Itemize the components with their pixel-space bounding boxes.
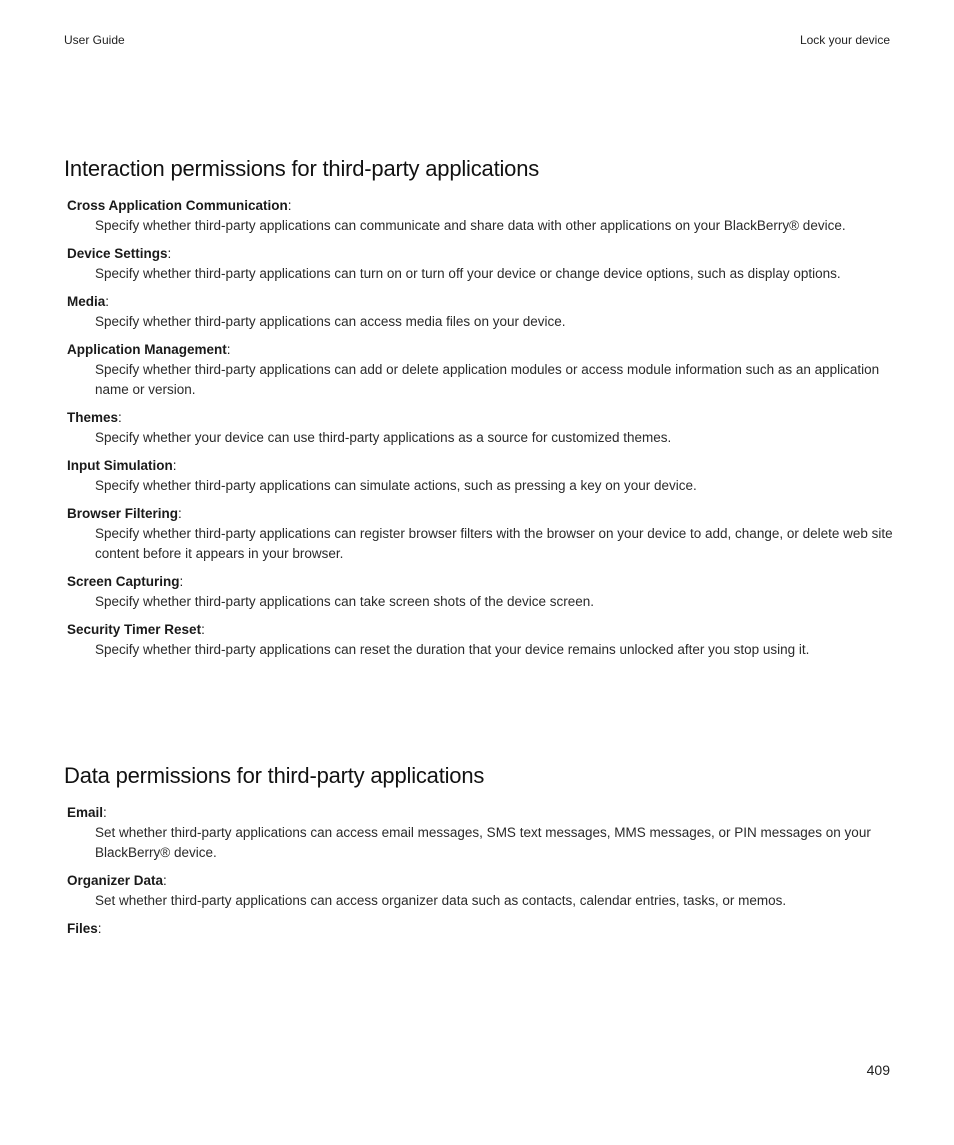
list-item: Security Timer Reset: Specify whether third-party applications can reset the duration that your device remains unlocked after you stop using it.: [67, 620, 894, 660]
list-item: Email: Set whether third-party applications can access email messages, SMS text messages, MMS messages, or PIN messages on your BlackBerry® device.: [67, 803, 894, 863]
term-description: Specify whether your device can use third-party applications as a source for customized themes.: [95, 430, 672, 445]
term-label: Files: [67, 921, 98, 936]
term-description: Specify whether third-party applications can register browser filters with the browser on your device to add, change, or delete web site content before it appears in your browser.: [95, 526, 893, 561]
term-label: Browser Filtering: [67, 506, 179, 521]
term-description: Specify whether third-party applications can take screen shots of the device screen.: [95, 594, 595, 609]
running-header: [64, 33, 890, 49]
definition-list: [64, 196, 894, 660]
section-interaction-permissions: [64, 156, 894, 668]
term-label: Screen Capturing: [67, 574, 180, 589]
term-label: Input Simulation: [67, 458, 173, 473]
list-item: Cross Application Communication: Specify whether third-party applications can communicate and share data with other applications on your BlackBerry® device.: [67, 196, 894, 236]
section-heading: Interaction permissions for third-party applications: [64, 156, 540, 181]
term-description: Specify whether third-party applications can access media files on your device.: [95, 314, 566, 329]
term-label: Email: [67, 805, 104, 820]
list-item: Application Management: Specify whether third-party applications can add or delete application modules or access module information such as an application name or version.: [67, 340, 894, 400]
term-description: Specify whether third-party applications can add or delete application modules or access module information such as an application name or version.: [95, 362, 880, 397]
term-description: Specify whether third-party applications can communicate and share data with other applications on your BlackBerry® device.: [95, 218, 846, 233]
list-item: Browser Filtering: Specify whether third-party applications can register browser filters with the browser on your device to add, change, or delete web site content before it appears in your browser.: [67, 504, 894, 564]
term-label: Media: [67, 294, 106, 309]
term-label: Application Management: [67, 342, 227, 357]
section-heading: Data permissions for third-party applications: [64, 763, 485, 788]
term-label: Themes: [67, 410, 119, 425]
section-data-permissions: [64, 763, 894, 947]
header-chapter-title: Lock your device: [799, 33, 890, 47]
header-doc-title: User Guide: [64, 33, 125, 47]
definition-list: [64, 803, 894, 939]
term-label: Cross Application Communication: [67, 198, 288, 213]
page-number: 409: [866, 1062, 890, 1078]
list-item: Organizer Data: Set whether third-party applications can access organizer data such as contacts, calendar entries, tasks, or memos.: [67, 871, 894, 911]
list-item: Input Simulation: Specify whether third-party applications can simulate actions, such as pressing a key on your device.: [67, 456, 894, 496]
list-item: Screen Capturing: Specify whether third-party applications can take screen shots of the device screen.: [67, 572, 894, 612]
term-label: Security Timer Reset: [67, 622, 202, 637]
list-item: Themes: Specify whether your device can use third-party applications as a source for customized themes.: [67, 408, 894, 448]
term-label: Organizer Data: [67, 873, 164, 888]
term-description: Specify whether third-party applications can reset the duration that your device remains unlocked after you stop using it.: [95, 642, 810, 657]
list-item: Media: Specify whether third-party applications can access media files on your device.: [67, 292, 894, 332]
term-description: Specify whether third-party applications can simulate actions, such as pressing a key on your device.: [95, 478, 697, 493]
term-description: Specify whether third-party applications can turn on or turn off your device or change device options, such as display options.: [95, 266, 841, 281]
list-item: Files:: [67, 921, 102, 936]
term-label: Device Settings: [67, 246, 168, 261]
list-item: Device Settings: Specify whether third-party applications can turn on or turn off your device or change device options, such as display options.: [67, 244, 894, 284]
term-description: Set whether third-party applications can access email messages, SMS text messages, MMS messages, or PIN messages on your BlackBerry® device.: [95, 825, 871, 860]
term-description: Set whether third-party applications can access organizer data such as contacts, calendar entries, tasks, or memos.: [95, 893, 787, 908]
